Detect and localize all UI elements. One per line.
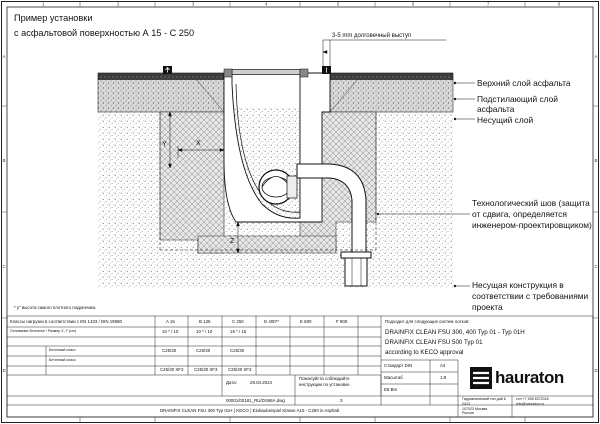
asphalt-base-left [98,79,224,112]
grate-frame-right [300,69,308,77]
approval-line1: DRAINFIX CLEAN FSU 300, 400 Typ 01 - Typ 01H [385,329,525,336]
standard-value: A4 [440,363,446,368]
callout-support-3: проекта [472,302,503,312]
sheet-number: 3 [340,398,343,403]
drawing-title-line2: с асфальтовой поверхностью А 15 - С 250 [14,28,195,38]
grate-frame-left [224,69,232,77]
company-logo [470,364,586,392]
dimension-top [323,40,446,66]
note-label-1: Пожалуйста соблюдайте [299,376,350,381]
drawing-title-line1: Пример установки [14,13,93,23]
frame-row-b: B [2,158,6,163]
frame-row-c-right: C [594,264,598,269]
frame-col-2: 2 [117,1,120,7]
class-e600: E 600 [300,319,312,324]
pipe-outlet [341,252,371,258]
row4-c: C25/30 XF3 [228,367,252,372]
row3-a: C25/30 [162,348,177,353]
logo-mark-icon [470,367,492,389]
address-2: 2413 [462,402,470,406]
dimension-top-label: 3-5 mm долговечный выступ [332,33,412,39]
frame-col-4: 4 [265,1,268,7]
class-a15: A 15 [166,319,175,324]
row4-b: C25/30 XF3 [194,367,218,372]
date-label: Дата: [226,380,237,385]
row1-label: Основание бетонное / Размер X, Y (cm) [10,329,77,333]
row4-a: C25/30 XF3 [160,367,184,372]
callout-joint-3: инженером-проектировщиком) [472,220,592,230]
asphalt-top-left [98,73,224,80]
dimension-x-label: X [196,140,201,147]
frame-col-8: 8 [558,1,561,7]
callout-joint-2: от сдвига, определяется [472,209,567,219]
drawing-number: 00001/00181_RU/DS68A.dwg [226,398,285,403]
frame-row-c: C [2,264,6,269]
frame-row-a-right: A [594,54,598,59]
approval-line2: DRAINFIX CLEAN FSU 500 Typ 01 [385,339,483,346]
dimension-z-label: Z [230,238,235,245]
frame-col-5: 5 [337,1,340,7]
class-f900: F 900 [336,319,348,324]
approval-title: Подходит для следующих систем лотков: [385,319,470,324]
date-value: 29.04.2024 [250,380,272,385]
grate [232,70,300,75]
approval-line3: according to KECO approval [385,349,464,356]
frame-row-b-right: B [594,158,598,163]
callout-asphalt-top: Верхний слой асфальта [477,78,571,88]
page-label: E8 Bm [384,387,398,392]
concrete-bed-bottom [198,236,336,253]
concrete-bed-left [160,112,224,253]
row3-b: C25/30 [196,348,211,353]
company-name: hauraton [495,368,564,387]
frame-row-d: D [2,368,6,373]
table-header-label: Классы нагрузки в соответствии с EN 1433 / DIN 19580 [10,319,122,324]
email: info@hauraton.ru [516,402,544,406]
address-4: Россия [462,411,474,415]
row1-a: 10 * / 10 [162,329,179,334]
callouts [472,78,592,312]
row1-b: 10 * / 10 [196,329,213,334]
asphalt-base-right [330,79,453,112]
scale-label: Масштаб [384,375,403,380]
callout-asphalt-sub-2: асфальта [477,104,515,114]
address-3: 107023 Москва [462,407,488,411]
note-label-2: инструкции по установке. [299,382,351,387]
frame-row-d-right: D [594,368,598,373]
scale-value: 1:8 [440,375,447,380]
footer-caption: DRAINFIX CLEAN FSU 300 Typ 01H ( KECO ) Einbaubeispiel Klasse A15 - C250 in Asphalt [160,408,340,413]
dimension-y-label: Y [162,141,167,148]
row1-c: 15 * / 15 [230,329,247,334]
frame-col-7: 7 [487,1,490,7]
footnote: * у" высота самого плотного подрезчика [14,305,96,310]
frame-col-1: 1 [42,1,45,7]
cross-section [98,66,453,288]
row3-c: C25/30 [230,348,245,353]
phone: тел +7 495 8372018 [516,397,549,401]
row2a-label: Бетонный класс [49,348,76,352]
callout-bearing: Несущий слой [477,115,534,125]
class-d400: D 400** [264,319,280,324]
class-c250: C 250 [232,319,244,324]
callout-joint-1: Технологический шов (защита [472,198,590,208]
class-b125: B 125 [199,319,211,324]
frame-col-3: 3 [192,1,195,7]
row2b-label: Бетонный класс [49,358,76,362]
callout-asphalt-sub-1: Подстилающий слой [477,94,558,104]
address-1: Гидравлический тип дай 6 [462,397,506,401]
frame-col-6: 6 [412,1,415,7]
frame-row-a: A [2,54,6,59]
asphalt-top-right [330,73,453,80]
callout-support-2: соответствии с требованиями [472,291,589,301]
callout-support-1: Несущая конструкция в [472,280,564,290]
standard-label: Стандарт DIN [384,363,413,368]
